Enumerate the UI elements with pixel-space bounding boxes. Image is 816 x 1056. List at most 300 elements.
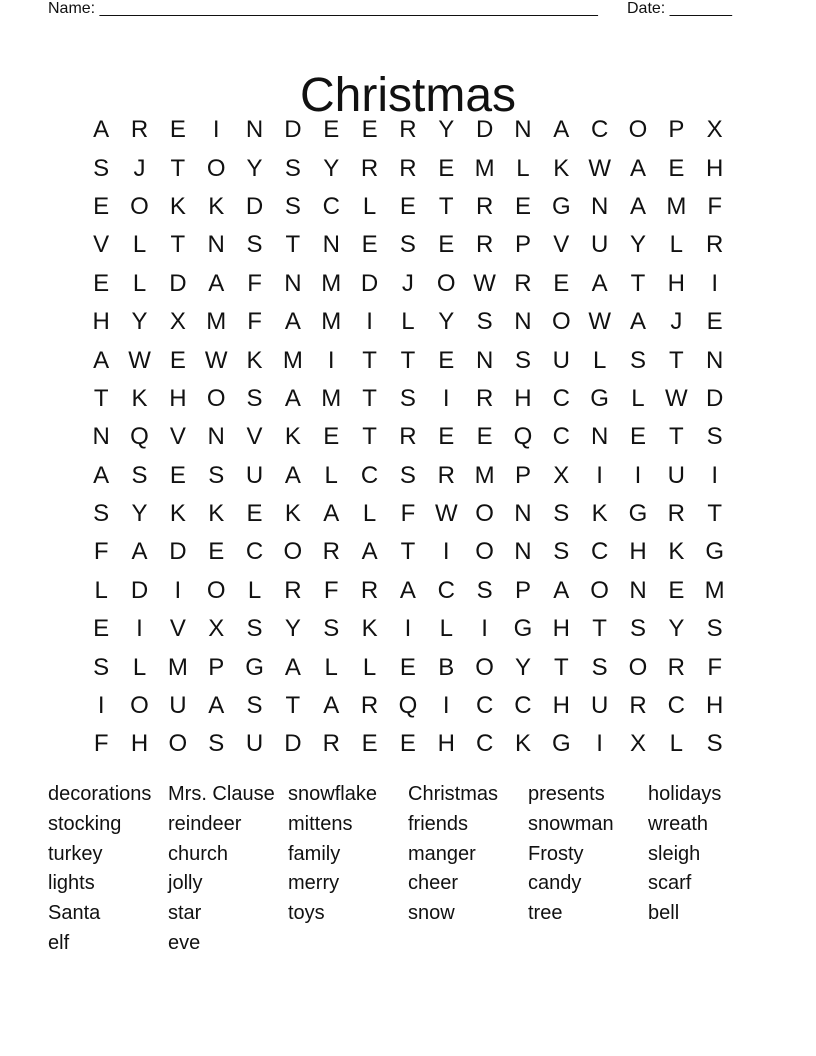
grid-row [82, 418, 734, 456]
grid-letter: E [706, 308, 723, 336]
grid-letter: I [481, 615, 488, 643]
grid-letter: A [284, 308, 301, 336]
grid-letter: L [324, 653, 338, 681]
grid-letter: O [130, 692, 149, 720]
grid-letter: E [93, 269, 110, 297]
grid-letter: R [475, 231, 494, 259]
grid-letter: H [514, 384, 532, 412]
grid-letter: N [207, 231, 225, 259]
grid-letter: H [667, 269, 685, 297]
grid-letter: I [212, 116, 220, 144]
grid-letter: R [706, 231, 724, 259]
grid-letter: L [132, 269, 147, 297]
grid-letter: R [399, 154, 417, 182]
grid-letter: R [475, 384, 494, 412]
word-bank-item: merry [288, 872, 340, 895]
grid-letter: C [360, 461, 379, 489]
word-bank-item: holidays [648, 783, 722, 805]
grid-row [82, 188, 734, 226]
grid-letter: L [132, 231, 147, 259]
grid-letter: K [169, 192, 186, 220]
grid-letter: T [362, 384, 377, 412]
grid-letter: E [399, 653, 416, 681]
grid-letter: I [711, 461, 718, 489]
grid-letter: C [245, 538, 264, 566]
grid-letter: Y [246, 154, 263, 182]
grid-letter: E [93, 615, 110, 643]
grid-letter: V [169, 615, 186, 643]
grid-row [82, 303, 734, 341]
grid-letter: G [590, 384, 609, 412]
word-bank-item: jolly [168, 872, 203, 895]
grid-letter: K [246, 346, 263, 374]
grid-letter: J [133, 154, 146, 182]
word-bank-item: friends [408, 812, 469, 835]
grid-letter: Y [131, 308, 148, 336]
grid-row [82, 226, 734, 264]
grid-letter: L [362, 500, 377, 528]
grid-letter: X [629, 730, 646, 758]
grid-letter: R [514, 269, 532, 297]
grid-letter: Q [398, 692, 418, 720]
date-line: Date: _______ [627, 0, 732, 17]
grid-letter: H [552, 615, 570, 643]
grid-letter: O [283, 538, 303, 566]
grid-row [82, 648, 734, 686]
grid-letter: E [323, 116, 340, 144]
grid-letter: N [284, 269, 302, 297]
word-bank-item: Mrs. Clause [168, 783, 275, 805]
grid-letter: X [553, 461, 570, 489]
grid-letter: D [284, 116, 302, 144]
grid-letter: E [246, 500, 263, 528]
grid-letter: Y [629, 231, 646, 259]
grid-letter: X [208, 615, 225, 643]
grid-letter: I [442, 692, 450, 720]
grid-letter: P [514, 231, 531, 259]
grid-letter: G [551, 730, 571, 758]
grid-letter: C [437, 576, 455, 604]
grid-letter: N [514, 116, 532, 144]
word-bank-item: Santa [48, 902, 101, 925]
grid-letter: L [631, 384, 645, 412]
grid-letter: L [324, 461, 338, 489]
word-bank-item: snowman [528, 812, 614, 835]
grid-letter: K [208, 500, 225, 528]
word-bank-item: presents [528, 783, 605, 805]
grid-letter: S [246, 615, 263, 643]
grid-letter: O [475, 538, 494, 566]
grid-letter: U [667, 461, 685, 489]
grid-letter: O [475, 500, 494, 528]
grid-letter: H [130, 730, 149, 758]
grid-letter: K [284, 500, 301, 528]
grid-letter: E [438, 154, 455, 182]
grid-letter: S [706, 423, 723, 451]
grid-letter: S [93, 154, 110, 182]
grid-letter: X [706, 116, 723, 144]
word-bank-item: lights [48, 872, 95, 895]
grid-letter: S [706, 615, 723, 643]
grid-letter: A [284, 653, 301, 681]
grid-letter: O [168, 730, 188, 758]
grid-letter: R [437, 461, 455, 489]
grid-row [82, 111, 734, 149]
grid-letter: H [92, 308, 110, 336]
grid-letter: L [439, 615, 453, 643]
grid-letter: U [590, 231, 609, 259]
grid-letter: E [169, 346, 186, 374]
grid-letter: Y [438, 116, 455, 144]
grid-letter: E [169, 116, 186, 144]
grid-letter: K [208, 192, 225, 220]
grid-letter: C [552, 384, 570, 412]
grid-letter: S [246, 384, 263, 412]
grid-letter: R [399, 116, 417, 144]
letter-grid [82, 111, 734, 764]
grid-letter: S [208, 730, 225, 758]
grid-letter: W [588, 154, 611, 182]
grid-letter: O [130, 192, 149, 220]
grid-letter: E [323, 423, 340, 451]
grid-letter: T [93, 384, 109, 412]
grid-letter: S [629, 346, 646, 374]
word-bank-item: Christmas [408, 783, 499, 805]
grid-letter: S [246, 692, 263, 720]
grid-letter: M [321, 384, 342, 412]
grid-letter: R [667, 653, 685, 681]
grid-letter: S [476, 308, 493, 336]
grid-letter: E [399, 192, 416, 220]
grid-letter: A [93, 116, 110, 144]
grid-letter: T [285, 231, 301, 259]
grid-letter: I [174, 576, 182, 604]
word-bank-item: bell [648, 902, 680, 925]
grid-letter: A [629, 192, 646, 220]
grid-row [82, 533, 734, 571]
grid-letter: D [245, 192, 264, 220]
grid-letter: Y [131, 500, 148, 528]
grid-letter: C [514, 692, 532, 720]
grid-letter: L [401, 308, 415, 336]
grid-letter: S [399, 461, 416, 489]
grid-letter: S [591, 653, 608, 681]
grid-letter: D [130, 576, 149, 604]
grid-letter: G [551, 192, 571, 220]
grid-letter: F [247, 308, 262, 336]
grid-letter: S [553, 500, 570, 528]
grid-letter: E [476, 423, 493, 451]
grid-letter: D [169, 269, 187, 297]
grid-letter: W [128, 346, 151, 374]
grid-letter: P [208, 653, 225, 681]
grid-row [82, 687, 734, 725]
grid-letter: F [247, 269, 262, 297]
grid-letter: L [247, 576, 262, 604]
grid-letter: E [514, 192, 531, 220]
grid-letter: Q [130, 423, 149, 451]
word-bank-item: star [168, 902, 202, 925]
grid-letter: E [629, 423, 646, 451]
grid-letter: L [362, 653, 377, 681]
grid-letter: T [362, 423, 377, 451]
grid-letter: A [208, 692, 225, 720]
grid-letter: N [514, 538, 532, 566]
grid-letter: R [322, 730, 340, 758]
name-line: Name: ________________________________________________________ [48, 0, 598, 17]
grid-letter: N [629, 576, 647, 604]
grid-letter: O [206, 576, 226, 604]
grid-letter: E [169, 461, 186, 489]
grid-letter: N [514, 308, 532, 336]
grid-letter: M [474, 154, 495, 182]
grid-letter: S [323, 615, 340, 643]
grid-letter: N [92, 423, 110, 451]
grid-letter: D [284, 730, 302, 758]
grid-letter: I [97, 692, 105, 720]
grid-letter: W [473, 269, 496, 297]
grid-letter: F [400, 500, 416, 528]
grid-letter: E [668, 576, 685, 604]
grid-letter: Y [668, 615, 685, 643]
grid-letter: W [204, 346, 228, 374]
grid-letter: U [590, 692, 609, 720]
grid-letter: K [361, 615, 378, 643]
grid-letter: A [208, 269, 225, 297]
grid-letter: R [322, 538, 340, 566]
grid-letter: G [705, 538, 724, 566]
grid-letter: F [707, 192, 722, 220]
grid-letter: S [476, 576, 493, 604]
grid-letter: C [667, 692, 685, 720]
grid-row [82, 572, 734, 610]
grid-letter: I [404, 615, 412, 643]
grid-letter: N [706, 346, 724, 374]
word-bank-item: stocking [48, 812, 122, 835]
grid-letter: P [514, 461, 531, 489]
grid-letter: H [169, 384, 187, 412]
grid-letter: O [206, 384, 226, 412]
grid-letter: A [284, 384, 301, 412]
grid-letter: A [399, 576, 416, 604]
word-bank [48, 782, 788, 961]
grid-letter: S [399, 231, 416, 259]
grid-letter: U [245, 730, 264, 758]
grid-letter: X [169, 308, 186, 336]
grid-letter: R [360, 576, 379, 604]
grid-letter: E [361, 231, 378, 259]
grid-letter: A [553, 116, 570, 144]
grid-letter: S [284, 154, 301, 182]
grid-letter: R [360, 692, 379, 720]
grid-letter: K [591, 500, 608, 528]
word-bank-item: snow [408, 902, 455, 925]
grid-letter: A [284, 461, 301, 489]
grid-letter: K [514, 730, 531, 758]
grid-letter: T [400, 538, 416, 566]
grid-letter: T [630, 269, 646, 297]
grid-letter: R [284, 576, 302, 604]
word-bank-item: cheer [408, 872, 459, 895]
grid-letter: V [553, 231, 570, 259]
word-bank-item: toys [288, 902, 325, 925]
grid-letter: L [669, 231, 683, 259]
grid-letter: U [552, 346, 570, 374]
word-bank-item: Frosty [528, 842, 584, 865]
grid-letter: R [667, 500, 685, 528]
grid-letter: W [588, 308, 611, 336]
word-bank-item: mittens [288, 812, 353, 835]
grid-letter: H [629, 538, 647, 566]
grid-letter: H [437, 730, 455, 758]
grid-letter: I [711, 269, 718, 297]
grid-letter: S [131, 461, 148, 489]
grid-letter: M [321, 308, 342, 336]
grid-letter: S [553, 538, 570, 566]
grid-letter: S [93, 653, 110, 681]
grid-letter: A [93, 461, 110, 489]
grid-letter: Y [284, 615, 301, 643]
grid-letter: E [361, 116, 378, 144]
grid-letter: A [131, 538, 148, 566]
grid-letter: O [475, 653, 494, 681]
grid-letter: E [93, 192, 110, 220]
word-bank-item: reindeer [168, 812, 242, 835]
grid-letter: T [400, 346, 416, 374]
grid-letter: G [628, 500, 648, 528]
grid-letter: O [436, 269, 456, 297]
grid-letter: A [93, 346, 110, 374]
grid-letter: Y [514, 653, 531, 681]
grid-letter: T [362, 346, 377, 374]
grid-letter: I [596, 461, 603, 489]
grid-letter: C [475, 730, 494, 758]
grid-letter: W [665, 384, 688, 412]
grid-letter: P [668, 116, 685, 144]
grid-letter: T [170, 154, 186, 182]
page-title: Christmas [299, 69, 517, 123]
grid-letter: T [438, 192, 454, 220]
grid-row [82, 610, 734, 648]
grid-letter: G [245, 653, 264, 681]
grid-letter: I [596, 730, 603, 758]
grid-letter: U [169, 692, 187, 720]
grid-letter: L [362, 192, 377, 220]
grid-letter: S [706, 730, 723, 758]
grid-letter: D [169, 538, 187, 566]
grid-letter: V [93, 231, 110, 259]
grid-letter: S [246, 231, 263, 259]
grid-row [82, 149, 734, 187]
word-bank-item: church [168, 842, 229, 865]
word-bank-item: wreath [648, 812, 709, 835]
grid-letter: M [704, 576, 725, 604]
grid-letter: F [707, 653, 722, 681]
word-bank-item: turkey [48, 842, 103, 865]
grid-letter: R [629, 692, 647, 720]
grid-letter: I [366, 308, 373, 336]
grid-letter: P [514, 576, 531, 604]
word-bank-item: manger [408, 842, 476, 865]
grid-letter: C [590, 538, 609, 566]
grid-letter: T [553, 653, 569, 681]
grid-letter: V [169, 423, 186, 451]
grid-letter: W [434, 500, 458, 528]
grid-letter: H [706, 154, 724, 182]
grid-letter: M [282, 346, 303, 374]
grid-letter: A [323, 692, 340, 720]
grid-letter: T [668, 423, 684, 451]
grid-letter: Q [513, 423, 533, 451]
grid-letter: A [323, 500, 340, 528]
grid-letter: T [707, 500, 722, 528]
grid-letter: I [136, 615, 143, 643]
grid-letter: F [323, 576, 339, 604]
grid-letter: O [628, 653, 648, 681]
grid-letter: A [629, 308, 646, 336]
grid-letter: D [360, 269, 379, 297]
grid-letter: K [169, 500, 186, 528]
grid-letter: S [629, 615, 646, 643]
grid-letter: U [245, 461, 264, 489]
grid-letter: O [628, 116, 648, 144]
grid-letter: L [132, 653, 147, 681]
grid-letter: E [438, 346, 455, 374]
grid-letter: K [668, 538, 685, 566]
grid-letter: Y [438, 308, 455, 336]
grid-letter: E [668, 154, 685, 182]
grid-letter: T [668, 346, 684, 374]
grid-letter: N [514, 500, 532, 528]
grid-letter: C [475, 692, 494, 720]
grid-letter: M [206, 308, 227, 336]
grid-letter: F [93, 730, 109, 758]
word-bank-item: snowflake [288, 783, 377, 805]
grid-letter: N [590, 423, 609, 451]
grid-letter: E [553, 269, 570, 297]
word-bank-item: decorations [48, 783, 152, 805]
grid-letter: S [514, 346, 531, 374]
grid-letter: T [592, 615, 607, 643]
grid-letter: O [590, 576, 609, 604]
word-bank-item: scarf [648, 872, 692, 895]
grid-letter: Y [323, 154, 340, 182]
word-bank-item: elf [48, 931, 70, 954]
grid-letter: K [131, 384, 148, 412]
grid-letter: C [552, 423, 570, 451]
grid-letter: T [170, 231, 186, 259]
grid-letter: E [399, 730, 416, 758]
grid-letter: I [634, 461, 642, 489]
grid-letter: M [167, 653, 188, 681]
grid-row [82, 495, 734, 533]
grid-letter: E [438, 423, 455, 451]
grid-row [82, 725, 734, 763]
grid-row [82, 341, 734, 379]
grid-row [82, 457, 734, 495]
grid-letter: A [591, 269, 608, 297]
grid-letter: N [207, 423, 225, 451]
grid-letter: R [475, 192, 494, 220]
grid-letter: N [245, 116, 264, 144]
grid-letter: G [513, 615, 533, 643]
grid-letter: E [438, 231, 455, 259]
grid-letter: A [361, 538, 378, 566]
word-bank-item: tree [528, 902, 563, 925]
word-bank-item: candy [528, 872, 582, 895]
grid-letter: E [208, 538, 225, 566]
grid-letter: N [475, 346, 494, 374]
